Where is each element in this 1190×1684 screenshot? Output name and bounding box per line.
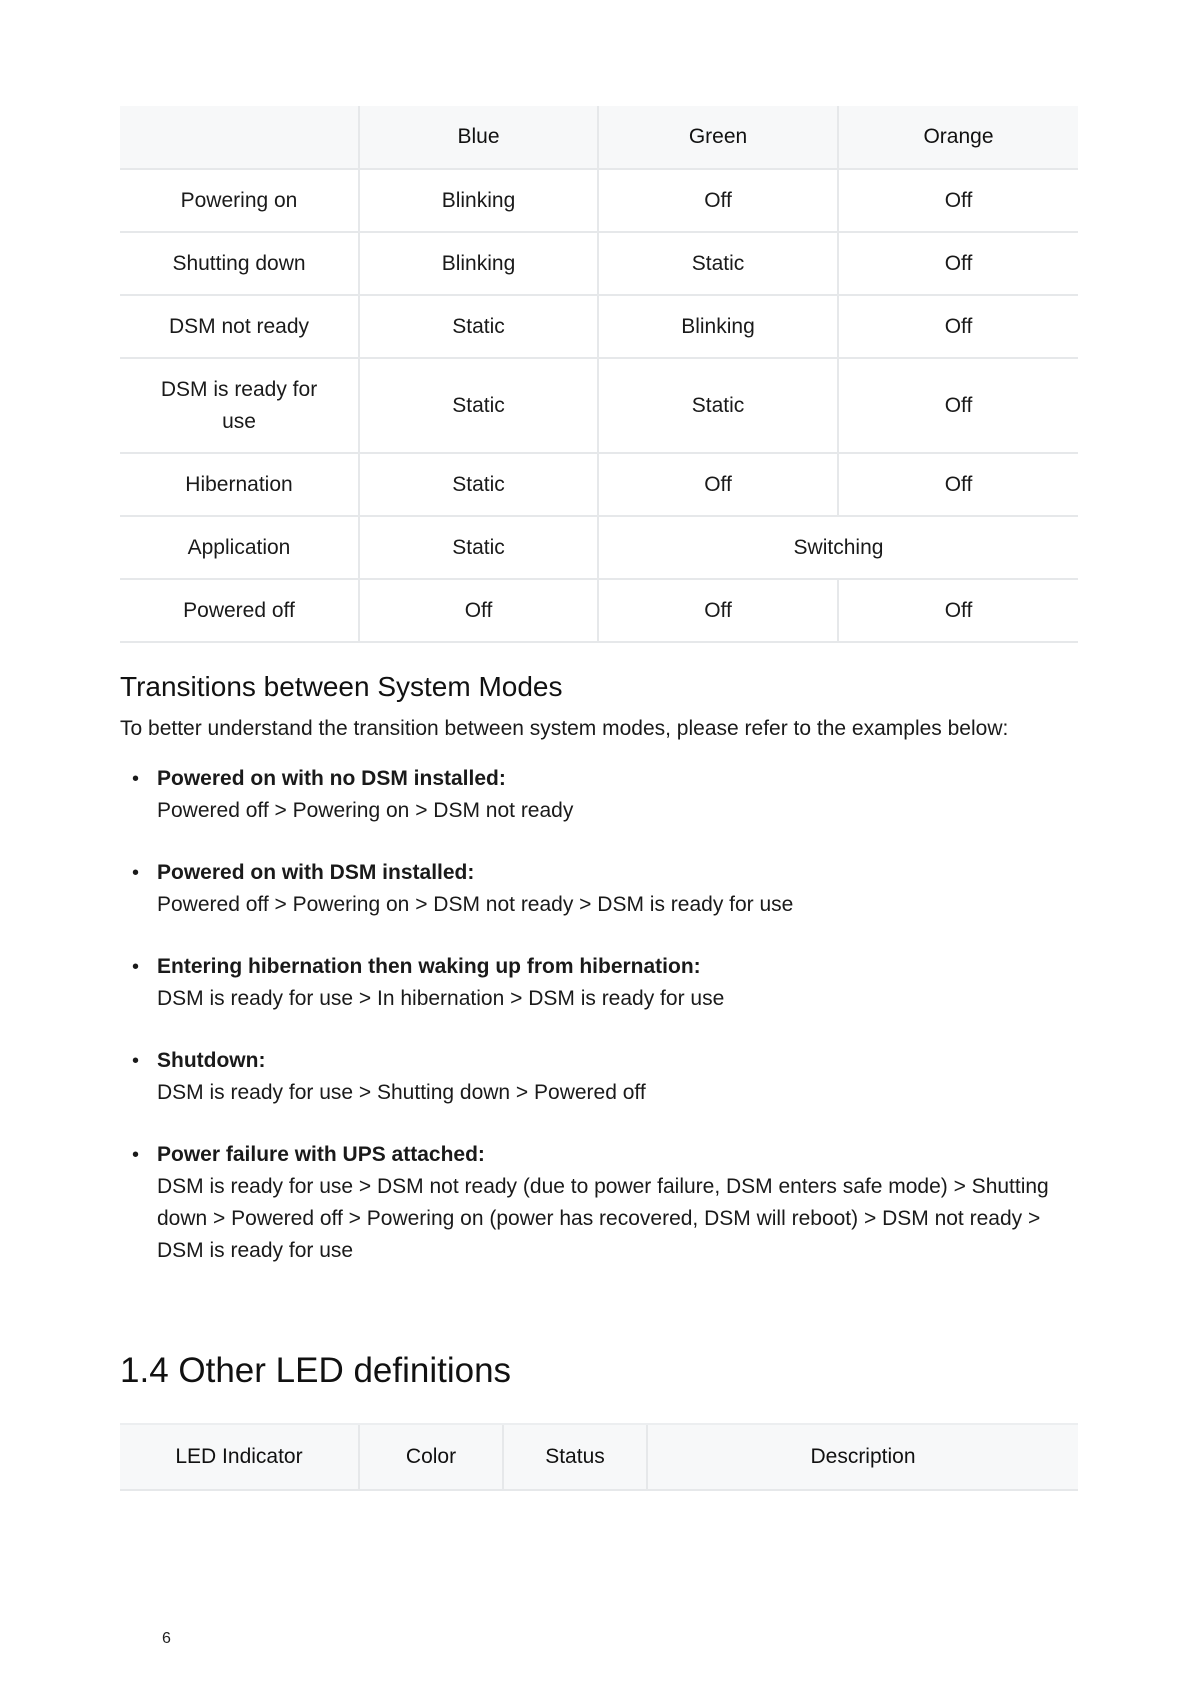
- other-led-table: [120, 1423, 1078, 1491]
- orange-cell: Off: [838, 169, 1078, 232]
- bullet-icon: •: [132, 1144, 140, 1166]
- section-heading: 1.4 Other LED definitions: [120, 1351, 512, 1390]
- orange-cell: Off: [838, 358, 1078, 453]
- mode-cell: Shutting down: [120, 232, 359, 295]
- orange-cell: Off: [838, 579, 1078, 642]
- green-cell: Static: [598, 232, 838, 295]
- table-row: [120, 169, 1078, 232]
- header-led-indicator: LED Indicator: [120, 1424, 359, 1490]
- blue-cell: Blinking: [359, 169, 598, 232]
- header-blue: Blue: [359, 106, 598, 169]
- header-color: Color: [359, 1424, 503, 1490]
- item-title: Shutdown:: [157, 1049, 266, 1072]
- blue-cell: Static: [359, 516, 598, 579]
- bullet-icon: •: [132, 862, 140, 884]
- system-mode-led-table: [120, 106, 1078, 643]
- table-row: [120, 295, 1078, 358]
- table-row: [120, 232, 1078, 295]
- blue-cell: Static: [359, 295, 598, 358]
- item-title: Power failure with UPS attached:: [157, 1143, 485, 1166]
- header-status: Status: [503, 1424, 647, 1490]
- bullet-icon: •: [132, 1050, 140, 1072]
- header-description: Description: [647, 1424, 1078, 1490]
- header-mode: [120, 106, 359, 169]
- table-row: [120, 516, 1078, 579]
- orange-cell: Off: [838, 453, 1078, 516]
- mode-cell: Powered off: [120, 579, 359, 642]
- blue-cell: Static: [359, 358, 598, 453]
- mode-cell: DSM not ready: [120, 295, 359, 358]
- list-item: [120, 1045, 1078, 1109]
- bullet-icon: •: [132, 768, 140, 790]
- item-sequence: DSM is ready for use > In hibernation > DSM is ready for use: [157, 987, 725, 1010]
- transitions-heading: Transitions between System Modes: [120, 671, 563, 702]
- table-header-row: [120, 1424, 1078, 1490]
- orange-cell: Off: [838, 295, 1078, 358]
- transitions-intro: To better understand the transition between system modes, please refer to the examples below:: [120, 717, 1009, 740]
- list-item: [120, 857, 1078, 921]
- transitions-list: [120, 763, 1078, 1267]
- list-item: [120, 1139, 1078, 1267]
- mode-cell: Powering on: [120, 169, 359, 232]
- item-sequence: DSM is ready for use > Shutting down > Powered off: [157, 1081, 646, 1104]
- list-item: [120, 951, 1078, 1015]
- green-cell: Off: [598, 453, 838, 516]
- page-number: 6: [162, 1630, 171, 1647]
- table-row: [120, 579, 1078, 642]
- blue-cell: Static: [359, 453, 598, 516]
- bullet-icon: •: [132, 956, 140, 978]
- green-cell: Static: [598, 358, 838, 453]
- table-row: [120, 358, 1078, 453]
- item-sequence: Powered off > Powering on > DSM not ready: [157, 799, 574, 822]
- mode-cell: [120, 358, 359, 453]
- document-page: [120, 106, 1078, 1491]
- item-sequence: DSM is ready for use > DSM not ready (due to power failure, DSM enters safe mode) > Shutting down > Powered off > Powering on (power has recovered, DSM will reboot) > DSM not ready > DSM is ready for use: [157, 1175, 1049, 1262]
- table-row: [120, 453, 1078, 516]
- green-cell: Off: [598, 169, 838, 232]
- orange-cell: Off: [838, 232, 1078, 295]
- blue-cell: Blinking: [359, 232, 598, 295]
- mode-label: DSM is ready for use: [160, 377, 318, 433]
- mode-cell: Application: [120, 516, 359, 579]
- green-cell: Off: [598, 579, 838, 642]
- header-green: Green: [598, 106, 838, 169]
- green-cell: Blinking: [598, 295, 838, 358]
- green-orange-cell: Switching: [598, 516, 1078, 579]
- item-sequence: Powered off > Powering on > DSM not ready > DSM is ready for use: [157, 893, 794, 916]
- item-title: Powered on with no DSM installed:: [157, 767, 506, 790]
- list-item: [120, 763, 1078, 827]
- table-header-row: [120, 106, 1078, 169]
- header-orange: Orange: [838, 106, 1078, 169]
- blue-cell: Off: [359, 579, 598, 642]
- item-title: Powered on with DSM installed:: [157, 861, 475, 884]
- item-title: Entering hibernation then waking up from hibernation:: [157, 955, 701, 978]
- mode-cell: Hibernation: [120, 453, 359, 516]
